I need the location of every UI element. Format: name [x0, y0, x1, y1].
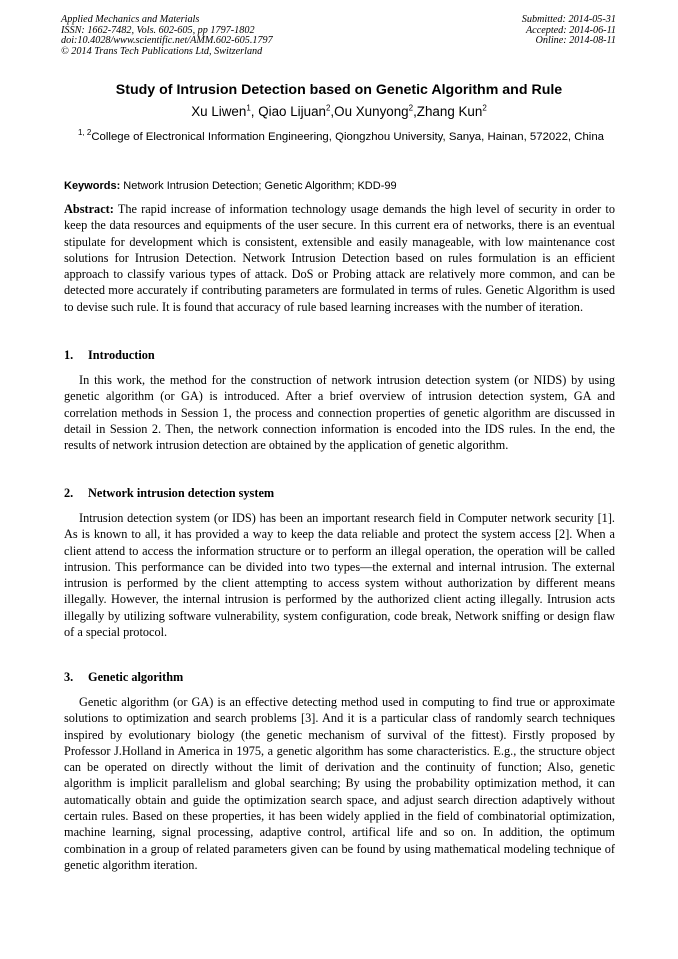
- paper-title: Study of Intrusion Detection based on Genetic Algorithm and Rule: [115, 82, 563, 98]
- journal-issn: ISSN: 1662-7482, Vols. 602-605, pp 1797-1802: [61, 24, 255, 36]
- author-affiliation-mark: 2: [482, 103, 487, 113]
- author-affiliation-mark: 2: [325, 103, 331, 113]
- journal-doi: doi:10.4028/www.scientific.net/AMM.602-605.1797: [61, 35, 273, 47]
- section-paragraph: Intrusion detection system (or IDS) has been an important research field in Computer network security [1]. As is known to all, it has provided a way to keep the data reliable and protect the system access [2]. When a client attend to access the information structure or to perform an illegal operation, the operation will be called intrusion. This performance can be divided into two types—the external and internal intrusion. The external intrusion is performed by the client attempting to access system without authorization by different means illegally. However, the internal intrusion is performed by the authorized client acting illegally. Intrusion acts illegally by utilizing software vulnerability, system configuration, code break, Network sniffing or design flaw of a special protocol.: [64, 511, 615, 640]
- author-list: [0, 103, 678, 120]
- journal-copyright: © 2014 Trans Tech Publications Ltd, Switzerland: [61, 45, 263, 57]
- section-number: 2.: [64, 486, 74, 500]
- author-affiliation-mark: 1: [246, 103, 251, 113]
- abstract-label: Abstract:: [64, 202, 114, 216]
- section-paragraph: Genetic algorithm (or GA) is an effective detecting method used in computing to find true or approximate solutions to optimization and search problems [3]. And it is a particular class of randomly search techniques inspired by evolutionary biology (the genetic mechanism of survival of the fittest). Firstly proposed by Professor J.Holland in America in 1975, a genetic algorithm has some characteristics. E.g., the structure object can be operated on directly without the limit of derivation and the continuity of function; Also, genetic algorithm is implicit parallelism and global searching; By using the probability optimization method, it can automatically obtain and guide the optimization search space, and adjust search direction adaptively without certain rules. Based on these properties, it has been widely applied in the field of combinatorial optimization, machine learning, signal processing, adaptive control, artifical life and so on. In addition, the optimum combination in a group of related parameters given can be found by using mathematical modeling technique of genetic algorithm iteration.: [64, 695, 615, 872]
- date-submitted: Submitted: 2014-05-31: [521, 14, 616, 25]
- author-separator: ,: [330, 104, 335, 119]
- author-name: Zhang Kun: [416, 104, 483, 119]
- date-online: Online: 2014-08-11: [535, 35, 616, 47]
- journal-info: [61, 15, 273, 57]
- author-name: Ou Xunyong: [334, 104, 409, 119]
- author-name: Xu Liwen: [191, 104, 247, 119]
- keywords-label: Keywords:: [64, 180, 121, 192]
- keywords: [64, 179, 616, 193]
- section-title: Network intrusion detection system: [88, 486, 275, 500]
- publication-dates: [522, 15, 616, 47]
- journal-name: Applied Mechanics and Materials: [61, 14, 200, 25]
- date-accepted: Accepted: 2014-06-11: [525, 24, 616, 36]
- section-heading: [64, 669, 183, 685]
- abstract-text: The rapid increase of information technology usage demands the high level of security in order to keep the data resources and equipments of the user secure. In this current era of networks, there is an eventual stipulate for development which is consistent, extensible and easily manageable, with low maintenance cost solutions for Intrusion Detection. Network Intrusion Detection based on rules formulation is an efficient approach to classify various types of attack. DoS or Probing attack are relatively more common, and can be detected more accurately if contributing parameters are formulated in terms of rules. Genetic Algorithm is used to devise such rule. It is found that accuracy of rule based learning increases with the number of iteration.: [64, 202, 615, 314]
- section-title: Introduction: [88, 348, 155, 362]
- section-paragraph: In this work, the method for the construction of network intrusion detection system (or NIDS) by using genetic algorithm (or GA) is introduced. After a brief overview of intrusion detection system, GA and correlation methods in Session 1, the process and connection properties of genetic algorithm are discussed in detail in Session 2. Then, the network connection information is encoded into the IDS rules. In the end, the results of network intrusion detection are obtained by the application of genetic algorithm.: [64, 373, 615, 453]
- section-number: 3.: [64, 670, 74, 684]
- section-heading: [64, 485, 274, 501]
- section-heading: [64, 347, 155, 363]
- abstract: [64, 201, 615, 315]
- author-separator: ,: [413, 104, 417, 119]
- author-separator: ,: [250, 104, 259, 119]
- section-number: 1.: [64, 348, 74, 362]
- affiliation: [64, 130, 618, 145]
- author-affiliation-mark: 2: [408, 103, 414, 113]
- affiliation-text: College of Electronical Information Engineering, Qiongzhou University, Sanya, Hainan, 572022, China: [91, 131, 604, 143]
- affiliation-mark: 1, 2: [77, 128, 92, 138]
- author-name: Qiao Lijuan: [258, 104, 326, 119]
- section-title: Genetic algorithm: [88, 670, 184, 684]
- keywords-text: Network Intrusion Detection; Genetic Algorithm; KDD-99: [120, 180, 397, 192]
